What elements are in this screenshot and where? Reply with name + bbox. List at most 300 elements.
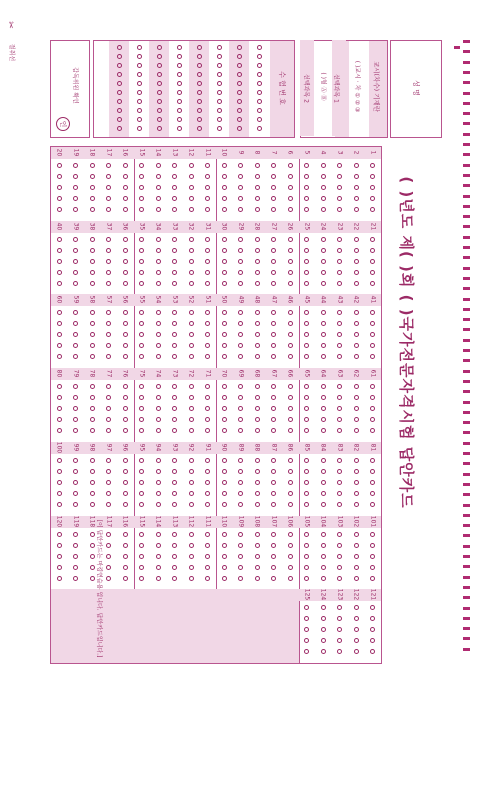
exam-number-bubble[interactable]: [197, 45, 202, 50]
answer-bubble[interactable]: [205, 576, 210, 581]
answer-bubble[interactable]: [57, 196, 62, 201]
answer-bubble[interactable]: [222, 310, 227, 315]
answer-bubble[interactable]: [238, 532, 243, 537]
answer-bubble[interactable]: [73, 417, 78, 422]
answer-bubble[interactable]: [222, 270, 227, 275]
answer-bubble[interactable]: [90, 428, 95, 433]
answer-bubble[interactable]: [123, 321, 128, 326]
exam-number-bubble[interactable]: [177, 63, 182, 68]
answer-bubble[interactable]: [271, 428, 276, 433]
answer-bubble[interactable]: [57, 354, 62, 359]
answer-bubble[interactable]: [156, 196, 161, 201]
answer-bubble[interactable]: [304, 458, 309, 463]
exam-number-bubble[interactable]: [157, 99, 162, 104]
answer-bubble[interactable]: [370, 185, 375, 190]
answer-bubble[interactable]: [321, 638, 326, 643]
booklet-options[interactable]: ( )형 Ⓐ Ⓑ: [319, 72, 327, 101]
answer-bubble[interactable]: [123, 576, 128, 581]
answer-bubble[interactable]: [337, 406, 342, 411]
answer-bubble[interactable]: [73, 321, 78, 326]
answer-bubble[interactable]: [255, 321, 260, 326]
answer-bubble[interactable]: [370, 502, 375, 507]
answer-bubble[interactable]: [172, 491, 177, 496]
answer-bubble[interactable]: [172, 480, 177, 485]
answer-bubble[interactable]: [90, 576, 95, 581]
exam-number-bubble[interactable]: [157, 54, 162, 59]
answer-bubble[interactable]: [172, 248, 177, 253]
answer-bubble[interactable]: [205, 458, 210, 463]
answer-bubble[interactable]: [57, 502, 62, 507]
answer-bubble[interactable]: [222, 532, 227, 537]
answer-bubble[interactable]: [106, 310, 111, 315]
answer-bubble[interactable]: [189, 554, 194, 559]
answer-bubble[interactable]: [238, 237, 243, 242]
answer-bubble[interactable]: [238, 458, 243, 463]
answer-bubble[interactable]: [354, 627, 359, 632]
answer-bubble[interactable]: [271, 174, 276, 179]
answer-bubble[interactable]: [139, 354, 144, 359]
answer-bubble[interactable]: [156, 428, 161, 433]
answer-bubble[interactable]: [106, 395, 111, 400]
answer-bubble[interactable]: [156, 576, 161, 581]
exam-number-bubble[interactable]: [217, 63, 222, 68]
answer-bubble[interactable]: [57, 406, 62, 411]
answer-bubble[interactable]: [106, 458, 111, 463]
answer-bubble[interactable]: [271, 237, 276, 242]
answer-bubble[interactable]: [370, 649, 375, 654]
answer-bubble[interactable]: [139, 428, 144, 433]
answer-bubble[interactable]: [304, 616, 309, 621]
answer-bubble[interactable]: [288, 469, 293, 474]
answer-bubble[interactable]: [337, 532, 342, 537]
answer-bubble[interactable]: [172, 532, 177, 537]
exam-number-bubble[interactable]: [237, 108, 242, 113]
answer-bubble[interactable]: [205, 248, 210, 253]
answer-bubble[interactable]: [255, 384, 260, 389]
answer-bubble[interactable]: [304, 332, 309, 337]
answer-bubble[interactable]: [73, 565, 78, 570]
exam-number-bubble[interactable]: [257, 72, 262, 77]
answer-bubble[interactable]: [139, 281, 144, 286]
answer-bubble[interactable]: [90, 532, 95, 537]
exam-number-bubble[interactable]: [117, 126, 122, 131]
answer-bubble[interactable]: [222, 576, 227, 581]
answer-bubble[interactable]: [370, 565, 375, 570]
answer-bubble[interactable]: [222, 259, 227, 264]
answer-bubble[interactable]: [123, 395, 128, 400]
answer-bubble[interactable]: [337, 185, 342, 190]
answer-bubble[interactable]: [255, 196, 260, 201]
answer-bubble[interactable]: [288, 174, 293, 179]
exam-number-bubble[interactable]: [177, 108, 182, 113]
answer-bubble[interactable]: [106, 469, 111, 474]
answer-bubble[interactable]: [255, 237, 260, 242]
answer-bubble[interactable]: [106, 185, 111, 190]
answer-bubble[interactable]: [354, 502, 359, 507]
answer-bubble[interactable]: [90, 384, 95, 389]
exam-number-bubble[interactable]: [197, 108, 202, 113]
exam-number-bubble[interactable]: [217, 126, 222, 131]
answer-bubble[interactable]: [156, 321, 161, 326]
exam-number-bubble[interactable]: [217, 72, 222, 77]
answer-bubble[interactable]: [255, 502, 260, 507]
exam-number-bubble[interactable]: [117, 72, 122, 77]
answer-bubble[interactable]: [321, 310, 326, 315]
answer-bubble[interactable]: [304, 163, 309, 168]
answer-bubble[interactable]: [57, 428, 62, 433]
answer-bubble[interactable]: [222, 237, 227, 242]
exam-number-bubble[interactable]: [137, 126, 142, 131]
answer-bubble[interactable]: [73, 354, 78, 359]
answer-bubble[interactable]: [255, 281, 260, 286]
answer-bubble[interactable]: [73, 576, 78, 581]
exam-number-bubble[interactable]: [177, 99, 182, 104]
answer-bubble[interactable]: [288, 491, 293, 496]
answer-bubble[interactable]: [321, 332, 326, 337]
answer-bubble[interactable]: [271, 565, 276, 570]
answer-bubble[interactable]: [304, 605, 309, 610]
exam-number-bubble[interactable]: [117, 90, 122, 95]
answer-bubble[interactable]: [57, 185, 62, 190]
answer-bubble[interactable]: [337, 469, 342, 474]
answer-bubble[interactable]: [90, 270, 95, 275]
answer-bubble[interactable]: [321, 576, 326, 581]
answer-bubble[interactable]: [156, 332, 161, 337]
answer-bubble[interactable]: [189, 207, 194, 212]
answer-bubble[interactable]: [106, 384, 111, 389]
answer-bubble[interactable]: [337, 616, 342, 621]
answer-bubble[interactable]: [238, 395, 243, 400]
answer-bubble[interactable]: [139, 310, 144, 315]
answer-bubble[interactable]: [57, 491, 62, 496]
answer-bubble[interactable]: [370, 395, 375, 400]
answer-bubble[interactable]: [255, 458, 260, 463]
answer-bubble[interactable]: [238, 384, 243, 389]
answer-bubble[interactable]: [304, 627, 309, 632]
answer-bubble[interactable]: [238, 406, 243, 411]
answer-bubble[interactable]: [337, 627, 342, 632]
exam-number-bubble[interactable]: [257, 45, 262, 50]
answer-bubble[interactable]: [354, 343, 359, 348]
exam-number-bubble[interactable]: [177, 54, 182, 59]
answer-bubble[interactable]: [156, 480, 161, 485]
answer-bubble[interactable]: [172, 469, 177, 474]
answer-bubble[interactable]: [370, 605, 375, 610]
answer-bubble[interactable]: [238, 543, 243, 548]
answer-bubble[interactable]: [354, 310, 359, 315]
answer-bubble[interactable]: [156, 343, 161, 348]
answer-bubble[interactable]: [304, 310, 309, 315]
answer-bubble[interactable]: [139, 248, 144, 253]
exam-number-bubble[interactable]: [117, 117, 122, 122]
answer-bubble[interactable]: [222, 332, 227, 337]
answer-bubble[interactable]: [222, 321, 227, 326]
answer-bubble[interactable]: [271, 554, 276, 559]
answer-bubble[interactable]: [106, 237, 111, 242]
exam-number-bubble[interactable]: [237, 99, 242, 104]
answer-bubble[interactable]: [288, 248, 293, 253]
answer-bubble[interactable]: [205, 417, 210, 422]
answer-bubble[interactable]: [139, 576, 144, 581]
answer-bubble[interactable]: [271, 491, 276, 496]
exam-number-bubble[interactable]: [217, 54, 222, 59]
answer-bubble[interactable]: [172, 543, 177, 548]
answer-bubble[interactable]: [222, 428, 227, 433]
answer-bubble[interactable]: [370, 270, 375, 275]
answer-bubble[interactable]: [73, 163, 78, 168]
answer-bubble[interactable]: [57, 332, 62, 337]
answer-bubble[interactable]: [205, 354, 210, 359]
answer-bubble[interactable]: [189, 491, 194, 496]
exam-number-bubble[interactable]: [137, 90, 142, 95]
answer-bubble[interactable]: [123, 565, 128, 570]
answer-bubble[interactable]: [189, 406, 194, 411]
answer-bubble[interactable]: [354, 174, 359, 179]
exam-number-bubble[interactable]: [117, 108, 122, 113]
answer-bubble[interactable]: [172, 196, 177, 201]
answer-bubble[interactable]: [139, 395, 144, 400]
answer-bubble[interactable]: [90, 354, 95, 359]
exam-number-bubble[interactable]: [237, 81, 242, 86]
answer-bubble[interactable]: [106, 332, 111, 337]
answer-bubble[interactable]: [123, 281, 128, 286]
answer-bubble[interactable]: [172, 270, 177, 275]
exam-number-bubble[interactable]: [217, 117, 222, 122]
answer-bubble[interactable]: [321, 384, 326, 389]
answer-bubble[interactable]: [222, 395, 227, 400]
answer-bubble[interactable]: [288, 406, 293, 411]
answer-bubble[interactable]: [255, 185, 260, 190]
answer-bubble[interactable]: [337, 565, 342, 570]
answer-bubble[interactable]: [139, 565, 144, 570]
exam-number-bubble[interactable]: [217, 45, 222, 50]
answer-bubble[interactable]: [106, 196, 111, 201]
answer-bubble[interactable]: [238, 491, 243, 496]
answer-bubble[interactable]: [172, 417, 177, 422]
answer-bubble[interactable]: [106, 554, 111, 559]
exam-number-bubble[interactable]: [177, 126, 182, 131]
answer-bubble[interactable]: [337, 576, 342, 581]
answer-bubble[interactable]: [354, 576, 359, 581]
answer-bubble[interactable]: [123, 259, 128, 264]
answer-bubble[interactable]: [321, 207, 326, 212]
answer-bubble[interactable]: [288, 480, 293, 485]
answer-bubble[interactable]: [106, 354, 111, 359]
answer-bubble[interactable]: [370, 354, 375, 359]
answer-bubble[interactable]: [354, 480, 359, 485]
answer-bubble[interactable]: [156, 406, 161, 411]
answer-bubble[interactable]: [123, 384, 128, 389]
answer-bubble[interactable]: [255, 343, 260, 348]
answer-bubble[interactable]: [205, 469, 210, 474]
answer-bubble[interactable]: [57, 417, 62, 422]
answer-bubble[interactable]: [172, 237, 177, 242]
answer-bubble[interactable]: [354, 354, 359, 359]
answer-bubble[interactable]: [304, 270, 309, 275]
answer-bubble[interactable]: [271, 576, 276, 581]
answer-bubble[interactable]: [370, 532, 375, 537]
answer-bubble[interactable]: [354, 332, 359, 337]
answer-bubble[interactable]: [354, 469, 359, 474]
answer-bubble[interactable]: [321, 196, 326, 201]
answer-bubble[interactable]: [205, 554, 210, 559]
answer-bubble[interactable]: [222, 248, 227, 253]
answer-bubble[interactable]: [288, 532, 293, 537]
answer-bubble[interactable]: [139, 469, 144, 474]
exam-number-bubble[interactable]: [177, 81, 182, 86]
answer-bubble[interactable]: [189, 196, 194, 201]
answer-bubble[interactable]: [255, 174, 260, 179]
answer-bubble[interactable]: [106, 428, 111, 433]
exam-number-bubble[interactable]: [157, 81, 162, 86]
exam-number-bubble[interactable]: [237, 45, 242, 50]
answer-bubble[interactable]: [205, 343, 210, 348]
answer-bubble[interactable]: [189, 270, 194, 275]
answer-bubble[interactable]: [337, 428, 342, 433]
answer-bubble[interactable]: [238, 310, 243, 315]
answer-bubble[interactable]: [321, 491, 326, 496]
answer-bubble[interactable]: [337, 480, 342, 485]
answer-bubble[interactable]: [156, 163, 161, 168]
answer-bubble[interactable]: [205, 384, 210, 389]
answer-bubble[interactable]: [271, 406, 276, 411]
answer-bubble[interactable]: [370, 491, 375, 496]
answer-bubble[interactable]: [172, 384, 177, 389]
answer-bubble[interactable]: [304, 491, 309, 496]
answer-bubble[interactable]: [90, 248, 95, 253]
answer-bubble[interactable]: [106, 321, 111, 326]
answer-bubble[interactable]: [288, 281, 293, 286]
answer-bubble[interactable]: [189, 354, 194, 359]
answer-bubble[interactable]: [321, 185, 326, 190]
answer-bubble[interactable]: [238, 343, 243, 348]
answer-bubble[interactable]: [271, 259, 276, 264]
answer-bubble[interactable]: [288, 332, 293, 337]
answer-bubble[interactable]: [90, 554, 95, 559]
answer-bubble[interactable]: [90, 321, 95, 326]
exam-number-bubble[interactable]: [257, 81, 262, 86]
answer-bubble[interactable]: [189, 332, 194, 337]
answer-bubble[interactable]: [238, 281, 243, 286]
answer-bubble[interactable]: [123, 207, 128, 212]
answer-bubble[interactable]: [189, 543, 194, 548]
answer-bubble[interactable]: [123, 406, 128, 411]
answer-bubble[interactable]: [321, 605, 326, 610]
answer-bubble[interactable]: [354, 491, 359, 496]
answer-bubble[interactable]: [57, 174, 62, 179]
answer-bubble[interactable]: [304, 237, 309, 242]
answer-bubble[interactable]: [90, 502, 95, 507]
answer-bubble[interactable]: [354, 554, 359, 559]
answer-bubble[interactable]: [288, 163, 293, 168]
answer-bubble[interactable]: [123, 458, 128, 463]
answer-bubble[interactable]: [73, 248, 78, 253]
answer-bubble[interactable]: [222, 384, 227, 389]
answer-bubble[interactable]: [123, 163, 128, 168]
answer-bubble[interactable]: [304, 174, 309, 179]
answer-bubble[interactable]: [222, 185, 227, 190]
answer-bubble[interactable]: [73, 270, 78, 275]
answer-bubble[interactable]: [189, 185, 194, 190]
answer-bubble[interactable]: [123, 343, 128, 348]
answer-bubble[interactable]: [222, 469, 227, 474]
answer-bubble[interactable]: [354, 649, 359, 654]
answer-bubble[interactable]: [321, 554, 326, 559]
answer-bubble[interactable]: [90, 343, 95, 348]
answer-bubble[interactable]: [106, 259, 111, 264]
answer-bubble[interactable]: [189, 502, 194, 507]
answer-bubble[interactable]: [271, 395, 276, 400]
answer-bubble[interactable]: [238, 565, 243, 570]
answer-bubble[interactable]: [106, 565, 111, 570]
answer-bubble[interactable]: [222, 417, 227, 422]
answer-bubble[interactable]: [90, 417, 95, 422]
answer-bubble[interactable]: [370, 259, 375, 264]
answer-bubble[interactable]: [354, 384, 359, 389]
answer-bubble[interactable]: [189, 428, 194, 433]
answer-bubble[interactable]: [106, 207, 111, 212]
exam-number-bubble[interactable]: [257, 108, 262, 113]
answer-bubble[interactable]: [123, 480, 128, 485]
answer-bubble[interactable]: [139, 259, 144, 264]
answer-bubble[interactable]: [238, 174, 243, 179]
answer-bubble[interactable]: [255, 428, 260, 433]
answer-bubble[interactable]: [337, 310, 342, 315]
answer-bubble[interactable]: [189, 281, 194, 286]
answer-bubble[interactable]: [337, 321, 342, 326]
answer-bubble[interactable]: [337, 638, 342, 643]
answer-bubble[interactable]: [255, 417, 260, 422]
answer-bubble[interactable]: [271, 163, 276, 168]
answer-bubble[interactable]: [238, 248, 243, 253]
answer-bubble[interactable]: [73, 491, 78, 496]
answer-bubble[interactable]: [123, 469, 128, 474]
answer-bubble[interactable]: [370, 543, 375, 548]
answer-bubble[interactable]: [73, 310, 78, 315]
answer-bubble[interactable]: [354, 281, 359, 286]
answer-bubble[interactable]: [205, 174, 210, 179]
answer-bubble[interactable]: [304, 207, 309, 212]
answer-bubble[interactable]: [370, 163, 375, 168]
answer-bubble[interactable]: [304, 532, 309, 537]
answer-bubble[interactable]: [139, 237, 144, 242]
answer-bubble[interactable]: [255, 576, 260, 581]
exam-number-bubble[interactable]: [177, 90, 182, 95]
exam-number-bubble[interactable]: [197, 117, 202, 122]
answer-bubble[interactable]: [205, 310, 210, 315]
answer-bubble[interactable]: [321, 281, 326, 286]
answer-bubble[interactable]: [90, 185, 95, 190]
answer-bubble[interactable]: [73, 196, 78, 201]
answer-bubble[interactable]: [321, 395, 326, 400]
answer-bubble[interactable]: [288, 185, 293, 190]
answer-bubble[interactable]: [90, 395, 95, 400]
answer-bubble[interactable]: [139, 458, 144, 463]
answer-bubble[interactable]: [304, 502, 309, 507]
answer-bubble[interactable]: [321, 649, 326, 654]
answer-bubble[interactable]: [222, 281, 227, 286]
answer-bubble[interactable]: [189, 321, 194, 326]
answer-bubble[interactable]: [337, 237, 342, 242]
answer-bubble[interactable]: [354, 395, 359, 400]
answer-bubble[interactable]: [172, 354, 177, 359]
answer-bubble[interactable]: [156, 354, 161, 359]
exam-number-bubble[interactable]: [117, 99, 122, 104]
answer-bubble[interactable]: [337, 384, 342, 389]
answer-bubble[interactable]: [90, 281, 95, 286]
answer-bubble[interactable]: [189, 395, 194, 400]
answer-bubble[interactable]: [73, 428, 78, 433]
